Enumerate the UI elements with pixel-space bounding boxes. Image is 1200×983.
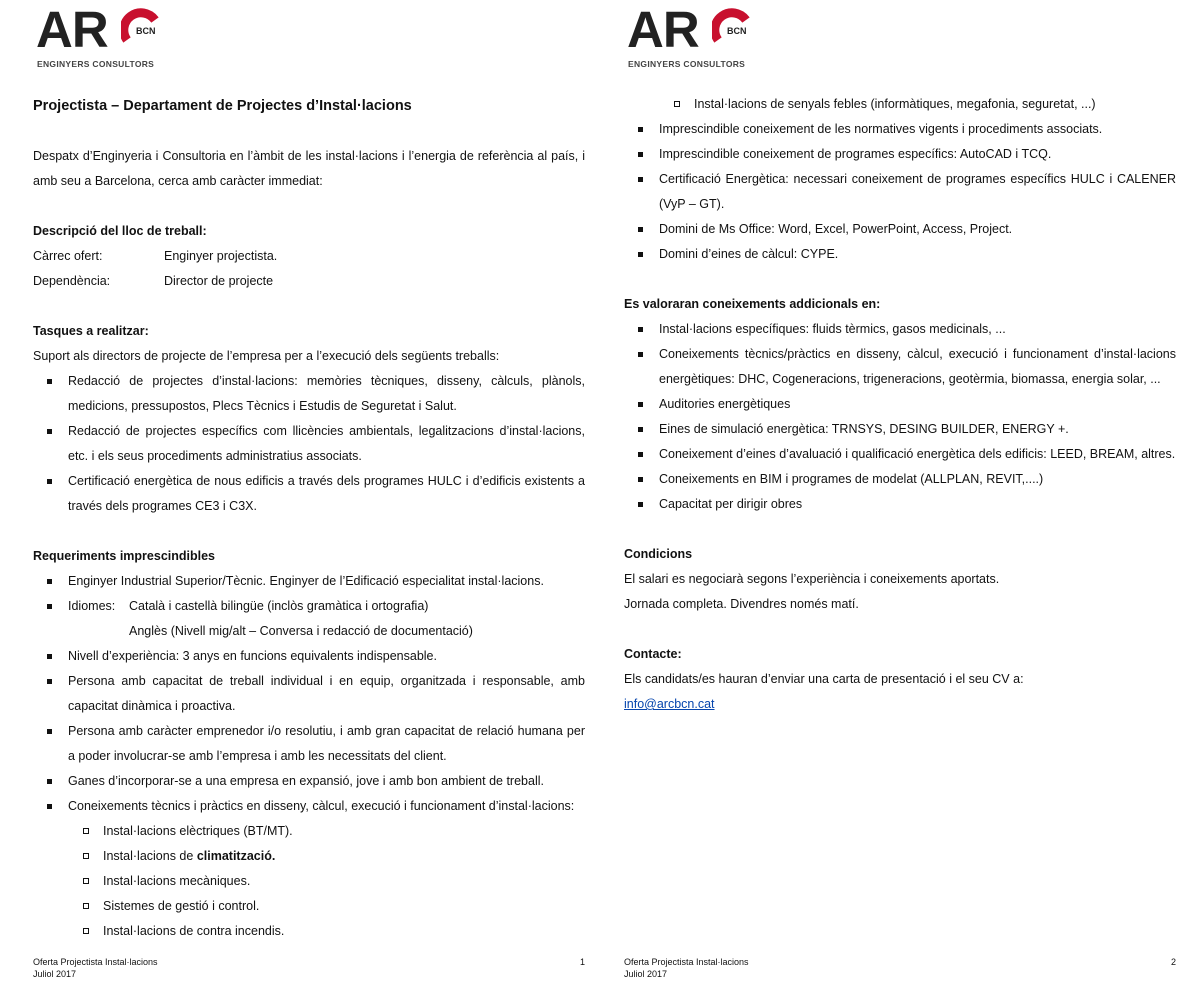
desc-key: Càrrec ofert: xyxy=(33,249,103,263)
list-item: Coneixements tècnics i pràctics en disseny, càlcul, execució i funcionament d’instal·lacions: xyxy=(33,794,585,819)
desc-value: Director de projecte xyxy=(164,274,274,288)
additional-list xyxy=(624,317,1176,517)
list-item: Persona amb caràcter emprenedor i/o resolutiu, i amb gran capacitat de relació humana per a poder involucrar-se amb l’empresa i amb les necessitats del client. xyxy=(33,719,585,769)
list-item: Nivell d’experiència: 3 anys en funcions equivalents indispensable. xyxy=(33,644,585,669)
page-1-body xyxy=(33,94,585,944)
sub-list-item: Instal·lacions elèctriques (BT/MT). xyxy=(33,819,585,844)
desc-row-position xyxy=(33,244,585,269)
tasks-heading: Tasques a realitzar: xyxy=(33,324,149,338)
list-item: Certificació energètica de nous edificis a través dels programes HULC i d’edificis existents a través dels programes CE3 i C3X. xyxy=(33,469,585,519)
requirements-heading: Requeriments imprescindibles xyxy=(33,549,216,563)
page-2 xyxy=(591,0,1191,983)
list-item: Eines de simulació energètica: TRNSYS, DESING BUILDER, ENERGY +. xyxy=(624,417,1176,442)
footer-date: Juliol 2017 xyxy=(624,969,668,979)
sub-item-text: Instal·lacions de xyxy=(103,849,197,863)
sub-list-item: Instal·lacions de contra incendis. xyxy=(33,919,585,944)
page-number: 1 xyxy=(579,957,585,967)
languages-label: Idiomes: xyxy=(68,599,116,613)
sub-list-item-climate xyxy=(33,844,585,869)
list-item: Instal·lacions específiques: fluids tèrmics, gasos medicinals, ... xyxy=(624,317,1176,342)
arc-logo xyxy=(36,1,176,72)
list-item: Domini de Ms Office: Word, Excel, PowerPoint, Access, Project. xyxy=(624,217,1176,242)
requirements-list xyxy=(33,569,585,944)
list-item: Coneixements en BIM i programes de modelat (ALLPLAN, REVIT,....) xyxy=(624,467,1176,492)
sub-list-item: Instal·lacions de senyals febles (informàtiques, megafonia, seguretat, ...) xyxy=(624,92,1176,117)
job-title: Projectista – Departament de Projectes d’Instal·lacions xyxy=(33,98,412,114)
desc-value: Enginyer projectista. xyxy=(164,249,278,263)
additional-heading: Es valoraran coneixements addicionals en: xyxy=(624,297,881,311)
list-item: Redacció de projectes d’instal·lacions: memòries tècniques, disseny, càlculs, plànols, medicions, pressupostos, Plecs Tècnics i Estudis de Seguretat i Salut. xyxy=(33,369,585,419)
page-2-footer xyxy=(624,956,1176,980)
language-2: Anglès (Nivell mig/alt – Conversa i redacció de documentació) xyxy=(129,624,473,638)
footer-date: Juliol 2017 xyxy=(33,969,77,979)
list-item: Imprescindible coneixement de les normatives vigents i procediments associats. xyxy=(624,117,1176,142)
logo-bcn: BCN xyxy=(727,26,747,36)
intro-paragraph: Despatx d’Enginyeria i Consultoria en l’àmbit de les instal·lacions i l’energia de referència al país, i amb seu a Barcelona, cerca amb caràcter immediat: xyxy=(33,149,585,188)
contact-text: Els candidats/es hauran d’enviar una carta de presentació i el seu CV a: xyxy=(624,672,1024,686)
list-item: Domini d’eines de càlcul: CYPE. xyxy=(624,242,1176,267)
conditions-salary: El salari es negociarà segons l’experiència i coneixements aportats. xyxy=(624,572,1000,586)
footer-title: Oferta Projectista Instal·lacions xyxy=(624,957,749,967)
sub-item-bold: climatització. xyxy=(196,849,276,863)
logo-bcn: BCN xyxy=(136,26,156,36)
desc-key: Dependència: xyxy=(33,274,111,288)
list-item: Enginyer Industrial Superior/Tècnic. Enginyer de l’Edificació especialitat instal·lacions. xyxy=(33,569,585,594)
list-item: Coneixement d’eines d’avaluació i qualificació energètica dels edificis: LEED, BREAM, altres. xyxy=(624,442,1176,467)
desc-row-dependency xyxy=(33,269,585,294)
page-number: 2 xyxy=(1170,957,1176,967)
tasks-intro: Suport als directors de projecte de l’empresa per a l’execució dels següents treballs: xyxy=(33,349,500,363)
requirements-list-continued xyxy=(624,92,1176,267)
list-item: Capacitat per dirigir obres xyxy=(624,492,1176,517)
footer-title: Oferta Projectista Instal·lacions xyxy=(33,957,158,967)
tasks-list xyxy=(33,369,585,519)
list-item: Imprescindible coneixement de programes específics: AutoCAD i TCQ. xyxy=(624,142,1176,167)
list-item: Redacció de projectes específics com llicències ambientals, legalitzacions d’instal·lacions, etc. i els seus procediments administratius associats. xyxy=(33,419,585,469)
description-heading: Descripció del lloc de treball: xyxy=(33,224,207,238)
logo-tagline: ENGINYERS CONSULTORS xyxy=(37,59,155,69)
language-1: Català i castellà bilingüe (inclòs gramàtica i ortografia) xyxy=(129,599,429,613)
sub-list-item: Sistemes de gestió i control. xyxy=(33,894,585,919)
arc-logo xyxy=(627,1,767,72)
sub-list-item: Instal·lacions mecàniques. xyxy=(33,869,585,894)
list-item-languages xyxy=(33,594,585,644)
list-item: Ganes d’incorporar-se a una empresa en expansió, jove i amb bon ambient de treball. xyxy=(33,769,585,794)
list-item: Auditories energètiques xyxy=(624,392,1176,417)
contact-heading: Contacte: xyxy=(624,647,682,661)
list-item: Persona amb capacitat de treball individual i en equip, organitzada i responsable, amb capacitat dinàmica i proactiva. xyxy=(33,669,585,719)
conditions-heading: Condicions xyxy=(624,547,693,561)
page-1-footer xyxy=(33,956,585,980)
list-item: Certificació Energètica: necessari coneixement de programes específics HULC i CALENER (VyP – GT). xyxy=(624,167,1176,217)
list-item: Coneixements tècnics/pràctics en disseny, càlcul, execució i funcionament d’instal·lacions energètiques: DHC, Cogeneracions, trigeneracions, geotèrmia, biomassa, energia solar, ... xyxy=(624,342,1176,392)
page-2-body xyxy=(624,92,1176,717)
contact-email-link[interactable]: info@arcbcn.cat xyxy=(624,697,715,711)
logo-tagline: ENGINYERS CONSULTORS xyxy=(628,59,746,69)
logo-mark: AR xyxy=(36,1,108,58)
logo-mark: AR xyxy=(627,1,699,58)
conditions-schedule: Jornada completa. Divendres només matí. xyxy=(624,597,859,611)
